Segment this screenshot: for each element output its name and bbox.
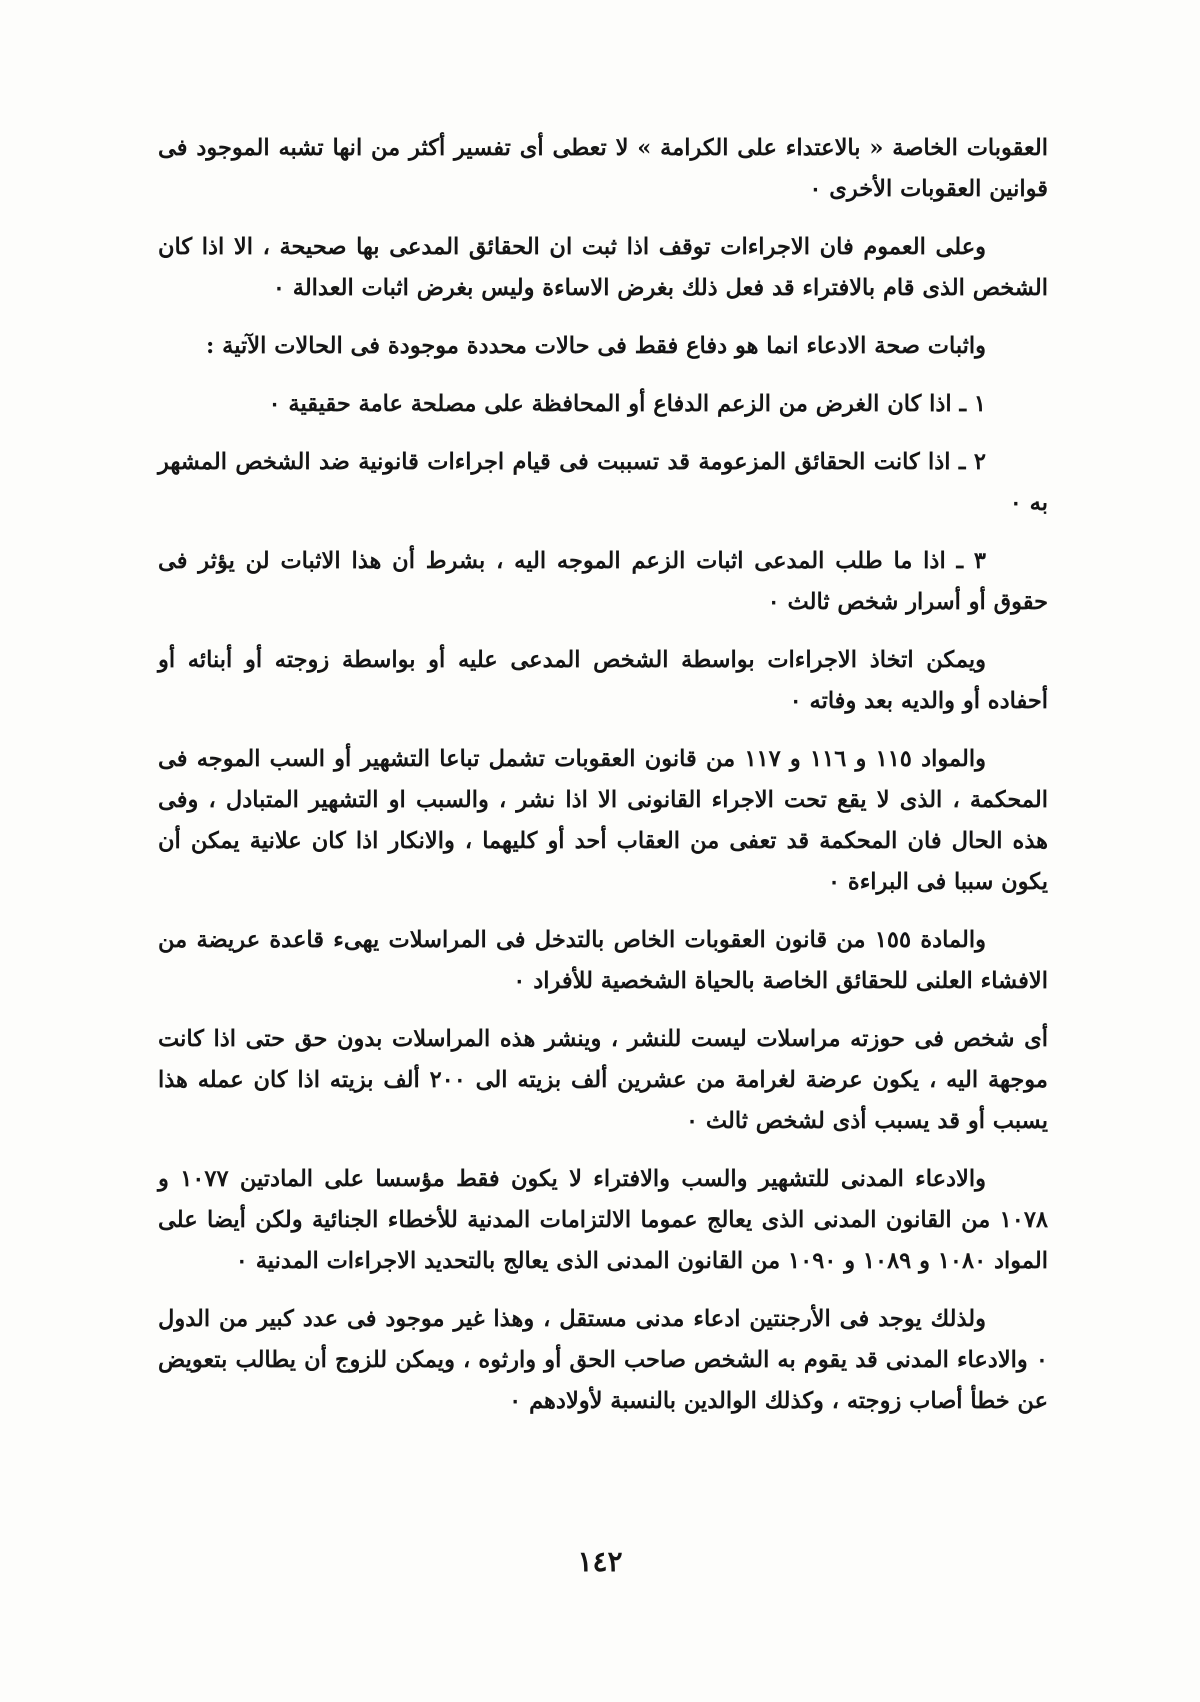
paragraph: ٣ ـ اذا ما طلب المدعى اثبات الزعم الموجه اليه ، بشرط أن هذا الاثبات لن يؤثر فى حقوق أو أسرار شخص ثالث ٠: [158, 548, 1048, 615]
paragraph: ولذلك يوجد فى الأرجنتين ادعاء مدنى مستقل ، وهذا غير موجود فى عدد كبير من الدول ٠ والادعاء المدنى قد يقوم به الشخص صاحب الحق أو وارثوه ، ويمكن للزوج أن يطالب بتعويض عن خطأ أصاب زوجته ، وكذلك الوالدين بالنسبة لأولادهم ٠: [158, 1306, 1048, 1414]
paragraph: أى شخص فى حوزته مراسلات ليست للنشر ، وينشر هذه المراسلات بدون حق حتى اذا كانت موجهة اليه ، يكون عرضة لغرامة من عشرين ألف بزيته الى ٢٠٠ ألف بزيته اذا كان عمله هذا يسبب أو قد يسبب أذى لشخص ثالث ٠: [158, 1026, 1048, 1134]
paragraph: والمادة ١٥٥ من قانون العقوبات الخاص بالتدخل فى المراسلات يهىء قاعدة عريضة من الافشاء العلنى للحقائق الخاصة بالحياة الشخصية للأفراد ٠: [158, 927, 1048, 994]
paragraph: والادعاء المدنى للتشهير والسب والافتراء لا يكون فقط مؤسسا على المادتين ١٠٧٧ و ١٠٧٨ من القانون المدنى الذى يعالج عموما الالتزامات المدنية للأخطاء الجنائية ولكن أيضا على المواد ١٠٨٠ و ١٠٨٩ و ١٠٩٠ من القانون المدنى الذى يعالج بالتحديد الاجراءات المدنية ٠: [158, 1166, 1048, 1274]
body-text: [158, 128, 1048, 1439]
paragraph: والمواد ١١٥ و ١١٦ و ١١٧ من قانون العقوبات تشمل تباعا التشهير أو السب الموجه فى المحكمة ، الذى لا يقع تحت الاجراء القانونى الا اذا نشر ، والسبب او التشهير المتبادل ، وفى هذه الحال فان المحكمة قد تعفى من العقاب أحد أو كليهما ، والانكار اذا كان علانية يمكن أن يكون سببا فى البراءة ٠: [158, 746, 1048, 895]
paragraph: ويمكن اتخاذ الاجراءات بواسطة الشخص المدعى عليه أو بواسطة زوجته أو أبنائه أو أحفاده أو والديه بعد وفاته ٠: [158, 647, 1048, 714]
page-number: ١٤٢: [577, 1545, 623, 1578]
paragraph: واثبات صحة الادعاء انما هو دفاع فقط فى حالات محددة موجودة فى الحالات الآتية :: [206, 333, 986, 359]
paragraph: ١ ـ اذا كان الغرض من الزعم الدفاع أو المحافظة على مصلحة عامة حقيقية ٠: [268, 391, 986, 417]
paragraph: العقوبات الخاصة « بالاعتداء على الكرامة » لا تعطى أى تفسير أكثر من انها تشبه الموجود فى قوانين العقوبات الأخرى ٠: [158, 135, 1048, 202]
paragraph: وعلى العموم فان الاجراءات توقف اذا ثبت ان الحقائق المدعى بها صحيحة ، الا اذا كان الشخص الذى قام بالافتراء قد فعل ذلك بغرض الاساءة وليس بغرض اثبات العدالة ٠: [158, 234, 1048, 301]
paragraph: ٢ ـ اذا كانت الحقائق المزعومة قد تسببت فى قيام اجراءات قانونية ضد الشخص المشهر به ٠: [158, 449, 1048, 516]
